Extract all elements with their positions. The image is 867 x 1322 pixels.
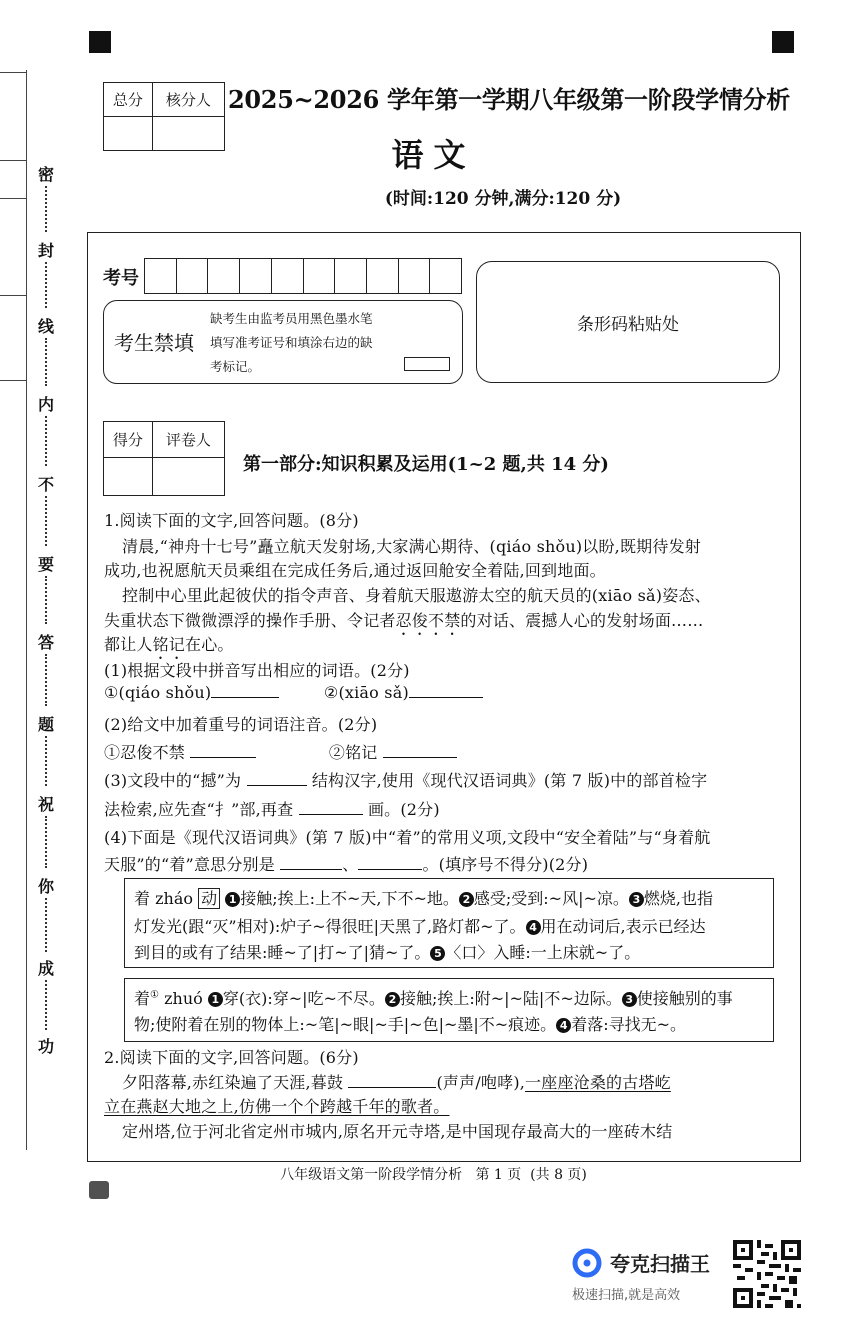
watermark-slogan: 极速扫描,就是高效 (572, 1288, 681, 1303)
underlined-sentence: 一座座沧桑的古塔屹 (525, 1073, 671, 1092)
dict-sense: 接触;挨上:附~|~陆|不~边际。 (399, 989, 622, 1008)
answer-blank[interactable] (358, 855, 422, 870)
seal-char: 你 (38, 877, 55, 896)
registration-mark-right (772, 31, 794, 53)
scan-smudge (89, 1181, 109, 1199)
q1-text: 法检索,应先查“扌”部,再查 (104, 800, 294, 819)
dict-line (134, 914, 706, 937)
registration-mark-left (89, 31, 111, 53)
q1-text: 、 (342, 855, 359, 874)
q1-paragraph-line: 清晨,“神舟十七号”矗立航天发射场,大家满心期待、(qiáo shǒu)以盼,既期待发射 (122, 537, 701, 556)
dict-headword: 着 zháo (134, 889, 193, 908)
q1-paragraph-line: 成功,也祝愿航天员乘组在完成任务后,通过返回舱安全着陆,回到地面。 (104, 561, 606, 580)
dict-sense: 感受;受到:~风|~凉。 (473, 889, 629, 908)
seal-char: 内 (38, 395, 55, 414)
seal-dots (45, 416, 47, 466)
sense-number-icon: 4 (526, 920, 541, 935)
q2-text: 夕阳落幕,赤红染遍了天涯,暮鼓 (122, 1073, 344, 1092)
seal-dots (45, 496, 47, 546)
answer-blank[interactable] (348, 1073, 436, 1088)
part-of-speech-box: 动 (198, 888, 220, 909)
grader-header: 评卷人 (152, 422, 224, 458)
q1-sub3-line2 (104, 797, 440, 820)
answer-blank[interactable] (190, 743, 256, 758)
sense-number-icon: 5 (430, 946, 445, 961)
underlined-sentence: 立在燕赵大地之上,仿佛一个个跨越千年的歌者。 (104, 1097, 450, 1116)
dict-sense: 燃烧,也指 (643, 889, 713, 908)
seal-char: 线 (38, 317, 55, 336)
answer-blank[interactable] (247, 771, 307, 786)
seal-char: 密 (38, 165, 55, 184)
barcode-area (476, 261, 780, 383)
dict-sense: 〈口〉入睡:一上床就~了。 (445, 943, 641, 962)
dict-sense: 物;使附着在别的物体上:~笔|~眼|~手|~色|~墨|不~痕迹。 (134, 1015, 557, 1034)
q1-text: 失重状态下微微漂浮的操作手册、令记者 (104, 611, 396, 630)
q1-sub4-line1: (4)下面是《现代汉语词典》(第 7 版)中“着”的常用义项,文段中“安全着陆”与“身着航 (104, 828, 711, 847)
q1-sub4-line2 (104, 852, 588, 875)
margin-tick (0, 295, 26, 296)
q1-prompt: 1.阅读下面的文字,回答问题。(8分) (104, 511, 359, 530)
section-score-table (103, 421, 225, 496)
q2-paragraph-line (104, 1094, 450, 1117)
q1-text: 画。(2分) (367, 800, 440, 819)
quark-logo-icon (572, 1248, 602, 1278)
q1-sub2: (2)给文中加着重号的词语注音。(2分) (104, 715, 378, 734)
q1-text: 天服”的“着”意思分别是 (104, 855, 275, 874)
q1-text: 在心。 (185, 635, 234, 654)
qr-code-icon (733, 1240, 801, 1308)
seal-char: 题 (38, 715, 55, 734)
score-header: 得分 (104, 422, 153, 458)
answer-blank[interactable] (211, 683, 279, 698)
absence-mark-box[interactable] (404, 357, 450, 371)
margin-tick (0, 72, 26, 73)
q1-text: 的对话、震撼人心的发射场面…… (460, 611, 704, 630)
seal-char: 成 (38, 959, 55, 978)
dict-line (134, 886, 713, 909)
exam-no-label: 考号 (103, 268, 139, 289)
answer-prompt: ①忍俊不禁 (104, 743, 186, 762)
checker-header: 核分人 (152, 83, 224, 117)
seal-dots (45, 338, 47, 386)
barcode-label: 条形码粘贴处 (577, 315, 679, 335)
seal-char: 不 (38, 475, 55, 494)
page-footer: 八年级语文第一阶段学情分析 第 1 页 (共 8 页) (280, 1167, 587, 1183)
q2-text: (声声/咆哮), (436, 1073, 526, 1092)
margin-tick (0, 380, 26, 381)
sense-number-icon: 3 (629, 892, 644, 907)
q1-sub1-answers (104, 683, 483, 702)
seal-dots (45, 262, 47, 308)
q1-sub1: (1)根据文段中拼音写出相应的词语。(2分) (104, 661, 410, 680)
q1-text: 结构汉字,使用《现代汉语词典》(第 7 版)中的部首检字 (311, 771, 708, 790)
seal-char: 封 (38, 241, 55, 260)
binding-line (26, 70, 27, 1150)
dict-sense: 接触;挨上:上不~天,下不~地。 (240, 889, 459, 908)
forbidden-label: 考生禁填 (114, 331, 194, 355)
seal-dots (45, 736, 47, 786)
answer-blank[interactable] (299, 800, 363, 815)
seal-dots (45, 816, 47, 868)
q2-paragraph-line: 定州塔,位于河北省定州市城内,原名开元寺塔,是中国现存最高大的一座砖木结 (122, 1122, 673, 1141)
answer-prompt: ②(xiāo sǎ) (323, 683, 409, 702)
q1-text: (3)文段中的“撼”为 (104, 771, 242, 790)
dict-sense: 用在动词后,表示已经达 (540, 917, 706, 936)
seal-dots (45, 654, 47, 706)
q1-sub2-answers (104, 740, 457, 763)
seal-dots (45, 898, 47, 952)
scanner-watermark (572, 1244, 732, 1304)
exam-title: 2025~2026 学年第一学期八年级第一阶段学情分析 (228, 85, 790, 114)
sense-number-icon: 4 (556, 1018, 571, 1033)
dict-sense: 使接触别的事 (636, 989, 733, 1008)
dict-headword: 着 (134, 989, 151, 1008)
forbidden-area (103, 300, 463, 384)
seal-char: 功 (38, 1037, 55, 1056)
total-score-header: 总分 (104, 83, 153, 117)
dict-line (134, 940, 640, 963)
emphasized-word: 忍俊不禁 (395, 611, 461, 630)
dict-sense: 到目的或有了结果:睡~了|打~了|猜~了。 (134, 943, 431, 962)
seal-char: 答 (38, 633, 55, 652)
score-cell[interactable] (104, 458, 153, 496)
answer-blank[interactable] (280, 855, 342, 870)
dict-sense: 穿(衣):穿~|吃~不尽。 (222, 989, 385, 1008)
section-title: 第一部分:知识积累及运用(1~2 题,共 14 分) (243, 454, 609, 475)
answer-blank[interactable] (383, 743, 457, 758)
dict-superscript: ① (150, 989, 159, 1001)
forbidden-note-line: 填写准考证号和填涂右边的缺 (210, 335, 373, 350)
q1-text: 。(填序号不得分)(2分) (422, 855, 589, 874)
sense-number-icon: 3 (622, 992, 637, 1007)
answer-blank[interactable] (409, 683, 483, 698)
grader-cell[interactable] (152, 458, 224, 496)
answer-prompt: ①(qiáo shǒu) (104, 683, 212, 702)
dict-line (134, 1012, 686, 1035)
q1-sub3-line1 (104, 768, 707, 791)
sense-number-icon: 1 (208, 992, 223, 1007)
subject-title: 语文 (391, 136, 476, 174)
time-info: (时间:120 分钟,满分:120 分) (384, 189, 622, 209)
seal-dots (45, 576, 47, 624)
q1-paragraph-line: 控制中心里此起彼伏的指令声音、身着航天服遨游太空的航天员的(xiāo sǎ)姿态、 (122, 586, 711, 605)
dict-line (134, 986, 733, 1009)
sense-number-icon: 1 (225, 892, 240, 907)
forbidden-note-line: 缺考生由监考员用黑色墨水笔 (210, 311, 373, 326)
dict-sense: 灯发光(跟“灭”相对):炉子~得很旺|天黑了,路灯都~了。 (134, 917, 526, 936)
dict-sense: 着落:寻找无~。 (571, 1015, 686, 1034)
seal-char: 要 (38, 555, 55, 574)
sense-number-icon: 2 (459, 892, 474, 907)
q2-paragraph-line (122, 1070, 671, 1093)
dict-pinyin: zhuó (164, 989, 203, 1008)
sense-number-icon: 2 (385, 992, 400, 1007)
q1-text: 都让人 (104, 635, 153, 654)
seal-dots (45, 980, 47, 1030)
seal-char: 祝 (38, 795, 55, 814)
answer-prompt: ②铭记 (328, 743, 378, 762)
q2-prompt: 2.阅读下面的文字,回答问题。(6分) (104, 1048, 359, 1067)
forbidden-note-line: 考标记。 (210, 359, 261, 374)
watermark-brand: 夸克扫描王 (610, 1252, 710, 1276)
emphasized-word: 铭记 (152, 635, 186, 654)
exam-no-boxes[interactable] (144, 258, 462, 294)
